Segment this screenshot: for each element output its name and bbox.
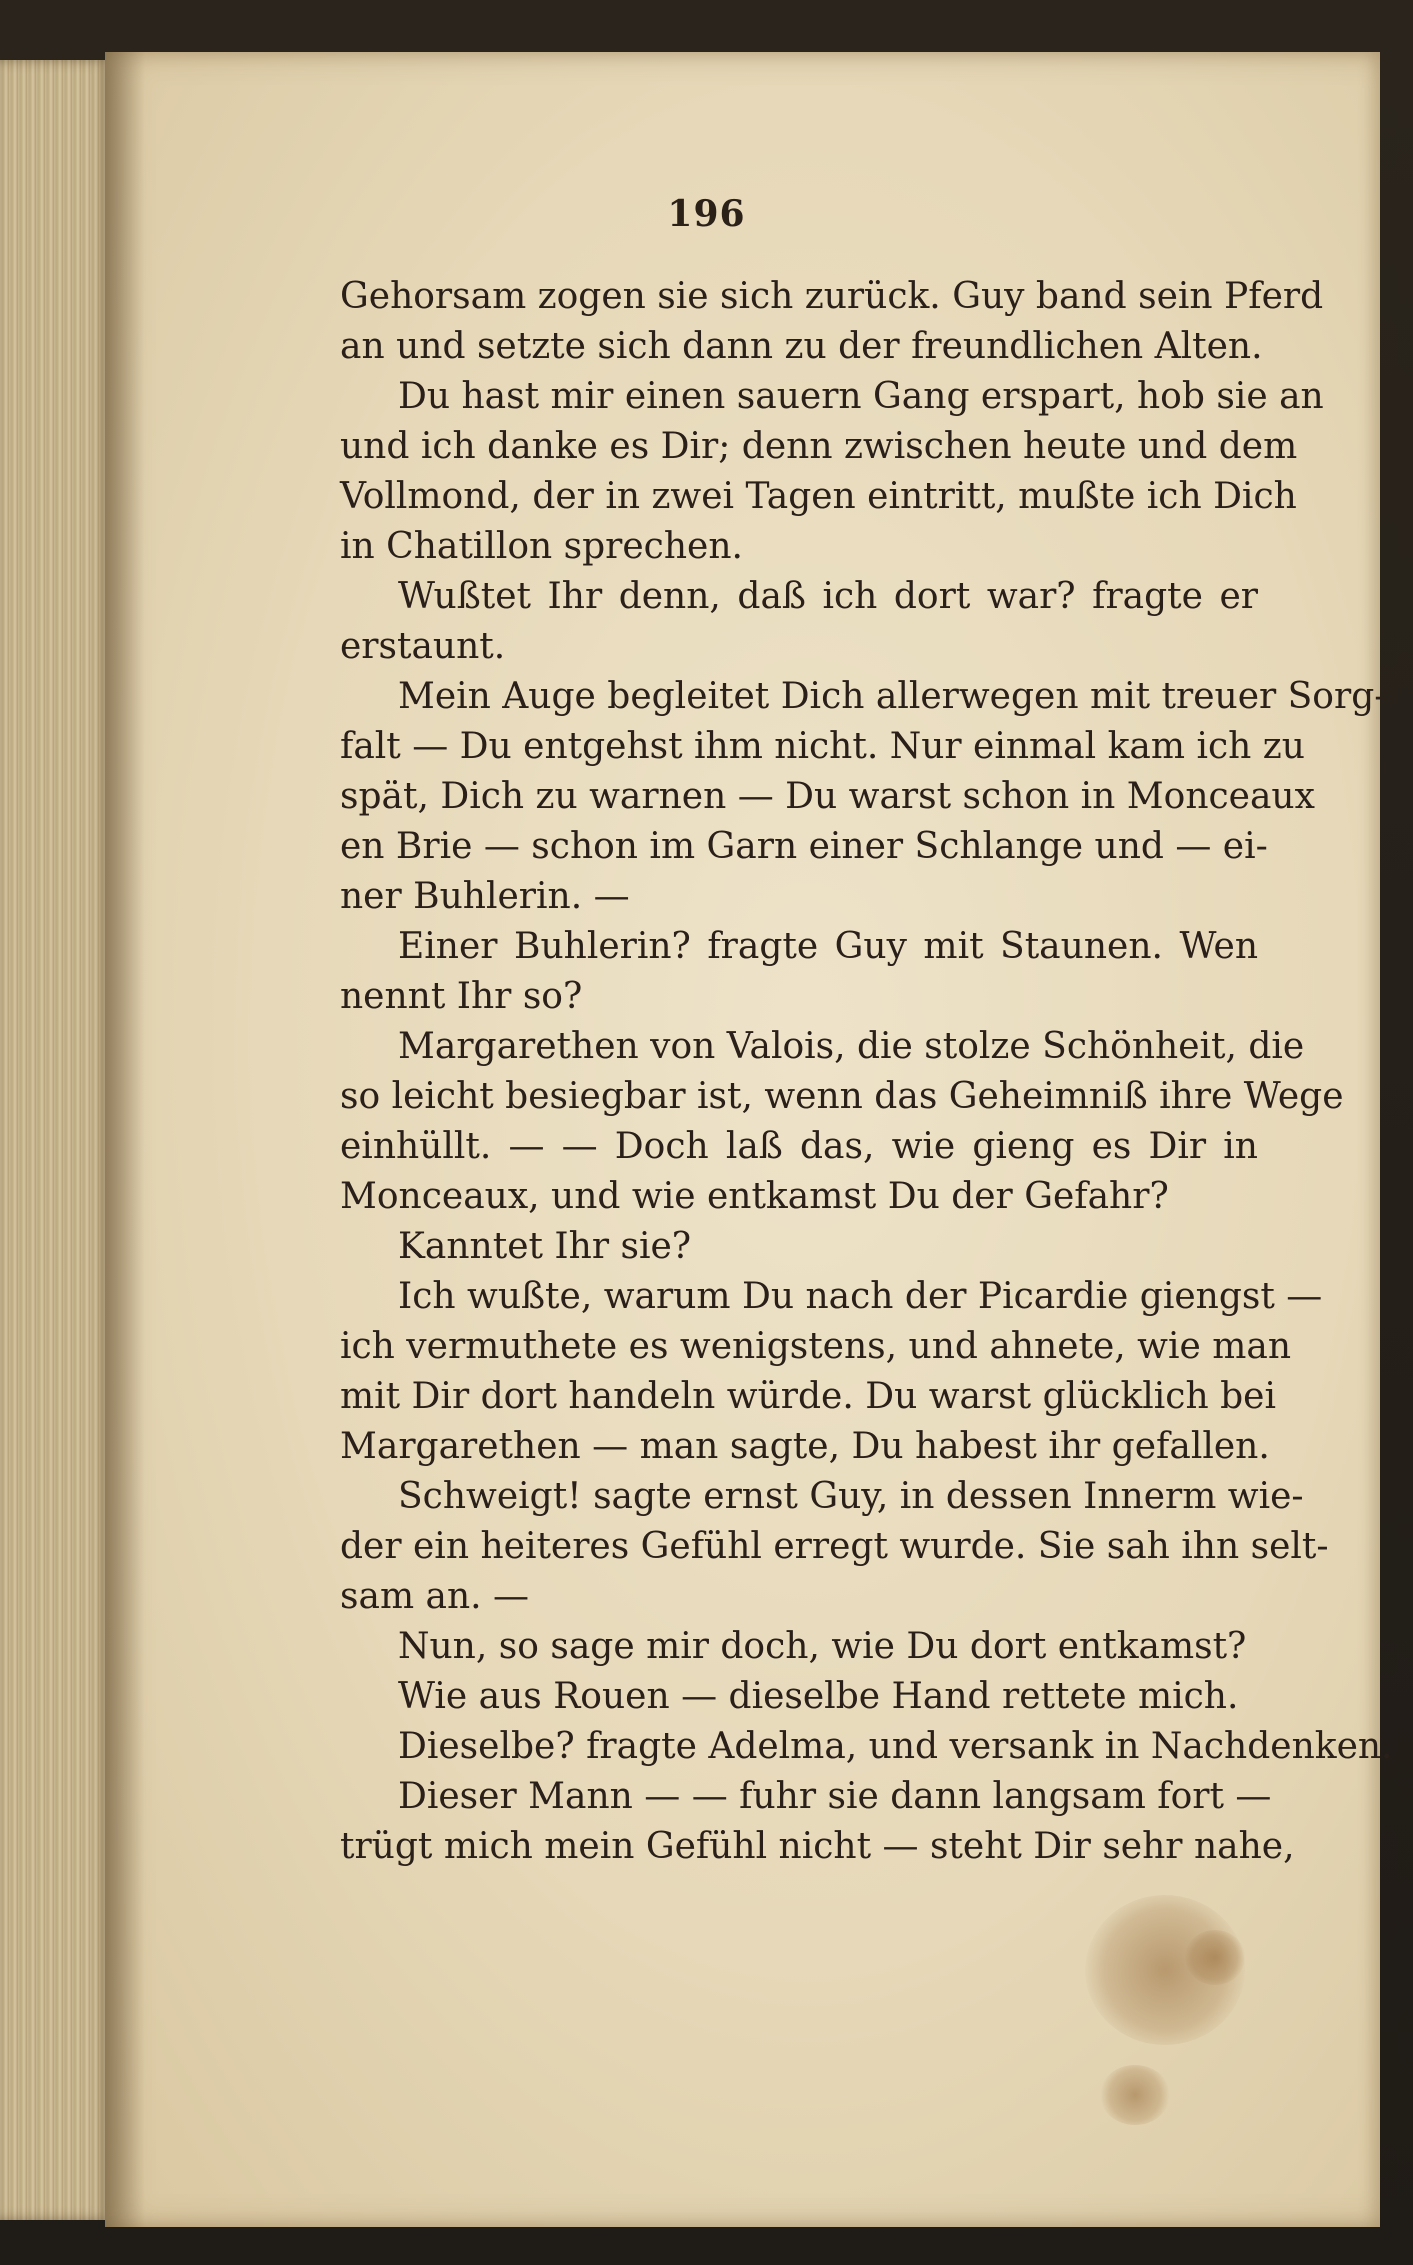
text-line: an und setzte sich dann zu der freundlichen Alten. [340, 326, 1263, 367]
text-line: einhüllt. — — Doch laß das, wie gieng es Dir in [340, 1126, 1258, 1167]
text-line: mit Dir dort handeln würde. Du warst glücklich bei [340, 1376, 1276, 1417]
text-line: falt — Du entgehst ihm nicht. Nur einmal kam ich zu [340, 726, 1305, 767]
text-line: so leicht besiegbar ist, wenn das Geheimniß ihre Wege [340, 1076, 1344, 1117]
text-line: Wie aus Rouen — dieselbe Hand rettete mich. [398, 1676, 1239, 1717]
text-line: ner Buhlerin. — [340, 876, 630, 917]
text-line: Monceaux, und wie entkamst Du der Gefahr? [340, 1176, 1169, 1217]
text-line: Kanntet Ihr sie? [398, 1226, 692, 1267]
text-line: spät, Dich zu warnen — Du warst schon in Monceaux [340, 776, 1315, 817]
stain [1100, 2065, 1170, 2125]
text-line: Vollmond, der in zwei Tagen eintritt, mußte ich Dich [340, 476, 1297, 517]
text-line: en Brie — schon im Garn einer Schlange und — ei- [340, 826, 1268, 867]
text-line: Einer Buhlerin? fragte Guy mit Staunen. Wen [398, 926, 1258, 967]
text-line: und ich danke es Dir; denn zwischen heute und dem [340, 426, 1298, 467]
text-line: nennt Ihr so? [340, 976, 583, 1017]
text-line: in Chatillon sprechen. [340, 526, 743, 567]
text-line: sam an. — [340, 1576, 530, 1617]
text-line: trügt mich mein Gefühl nicht — steht Dir sehr nahe, [340, 1826, 1295, 1867]
text-line: Margarethen — man sagte, Du habest ihr gefallen. [340, 1426, 1270, 1467]
text-line: Dieser Mann — — fuhr sie dann langsam fort — [398, 1776, 1272, 1817]
text-line: ich vermuthete es wenigstens, und ahnete, wie man [340, 1326, 1292, 1367]
text-line: Wußtet Ihr denn, daß ich dort war? fragte er [398, 576, 1258, 617]
text-line: erstaunt. [340, 626, 506, 667]
text-line: Ich wußte, warum Du nach der Picardie giengst — [398, 1276, 1323, 1317]
stain [1185, 1930, 1245, 1985]
text-line: Margarethen von Valois, die stolze Schönheit, die [398, 1026, 1305, 1067]
text-line: der ein heiteres Gefühl erregt wurde. Sie sah ihn selt- [340, 1526, 1329, 1567]
text-line: Du hast mir einen sauern Gang erspart, hob sie an [398, 376, 1324, 417]
body-text [340, 272, 1393, 1872]
page-number: 196 [667, 193, 746, 235]
spine-shadow [105, 52, 145, 2227]
text-line: Dieselbe? fragte Adelma, und versank in Nachdenken. [398, 1726, 1393, 1767]
text-line: Gehorsam zogen sie sich zurück. Guy band sein Pferd [340, 276, 1324, 317]
text-line: Nun, so sage mir doch, wie Du dort entkamst? [398, 1626, 1247, 1667]
text-line: Schweigt! sagte ernst Guy, in dessen Innerm wie- [398, 1476, 1304, 1517]
page-edges [0, 60, 110, 2220]
text-line: Mein Auge begleitet Dich allerwegen mit treuer Sorg- [398, 676, 1387, 717]
